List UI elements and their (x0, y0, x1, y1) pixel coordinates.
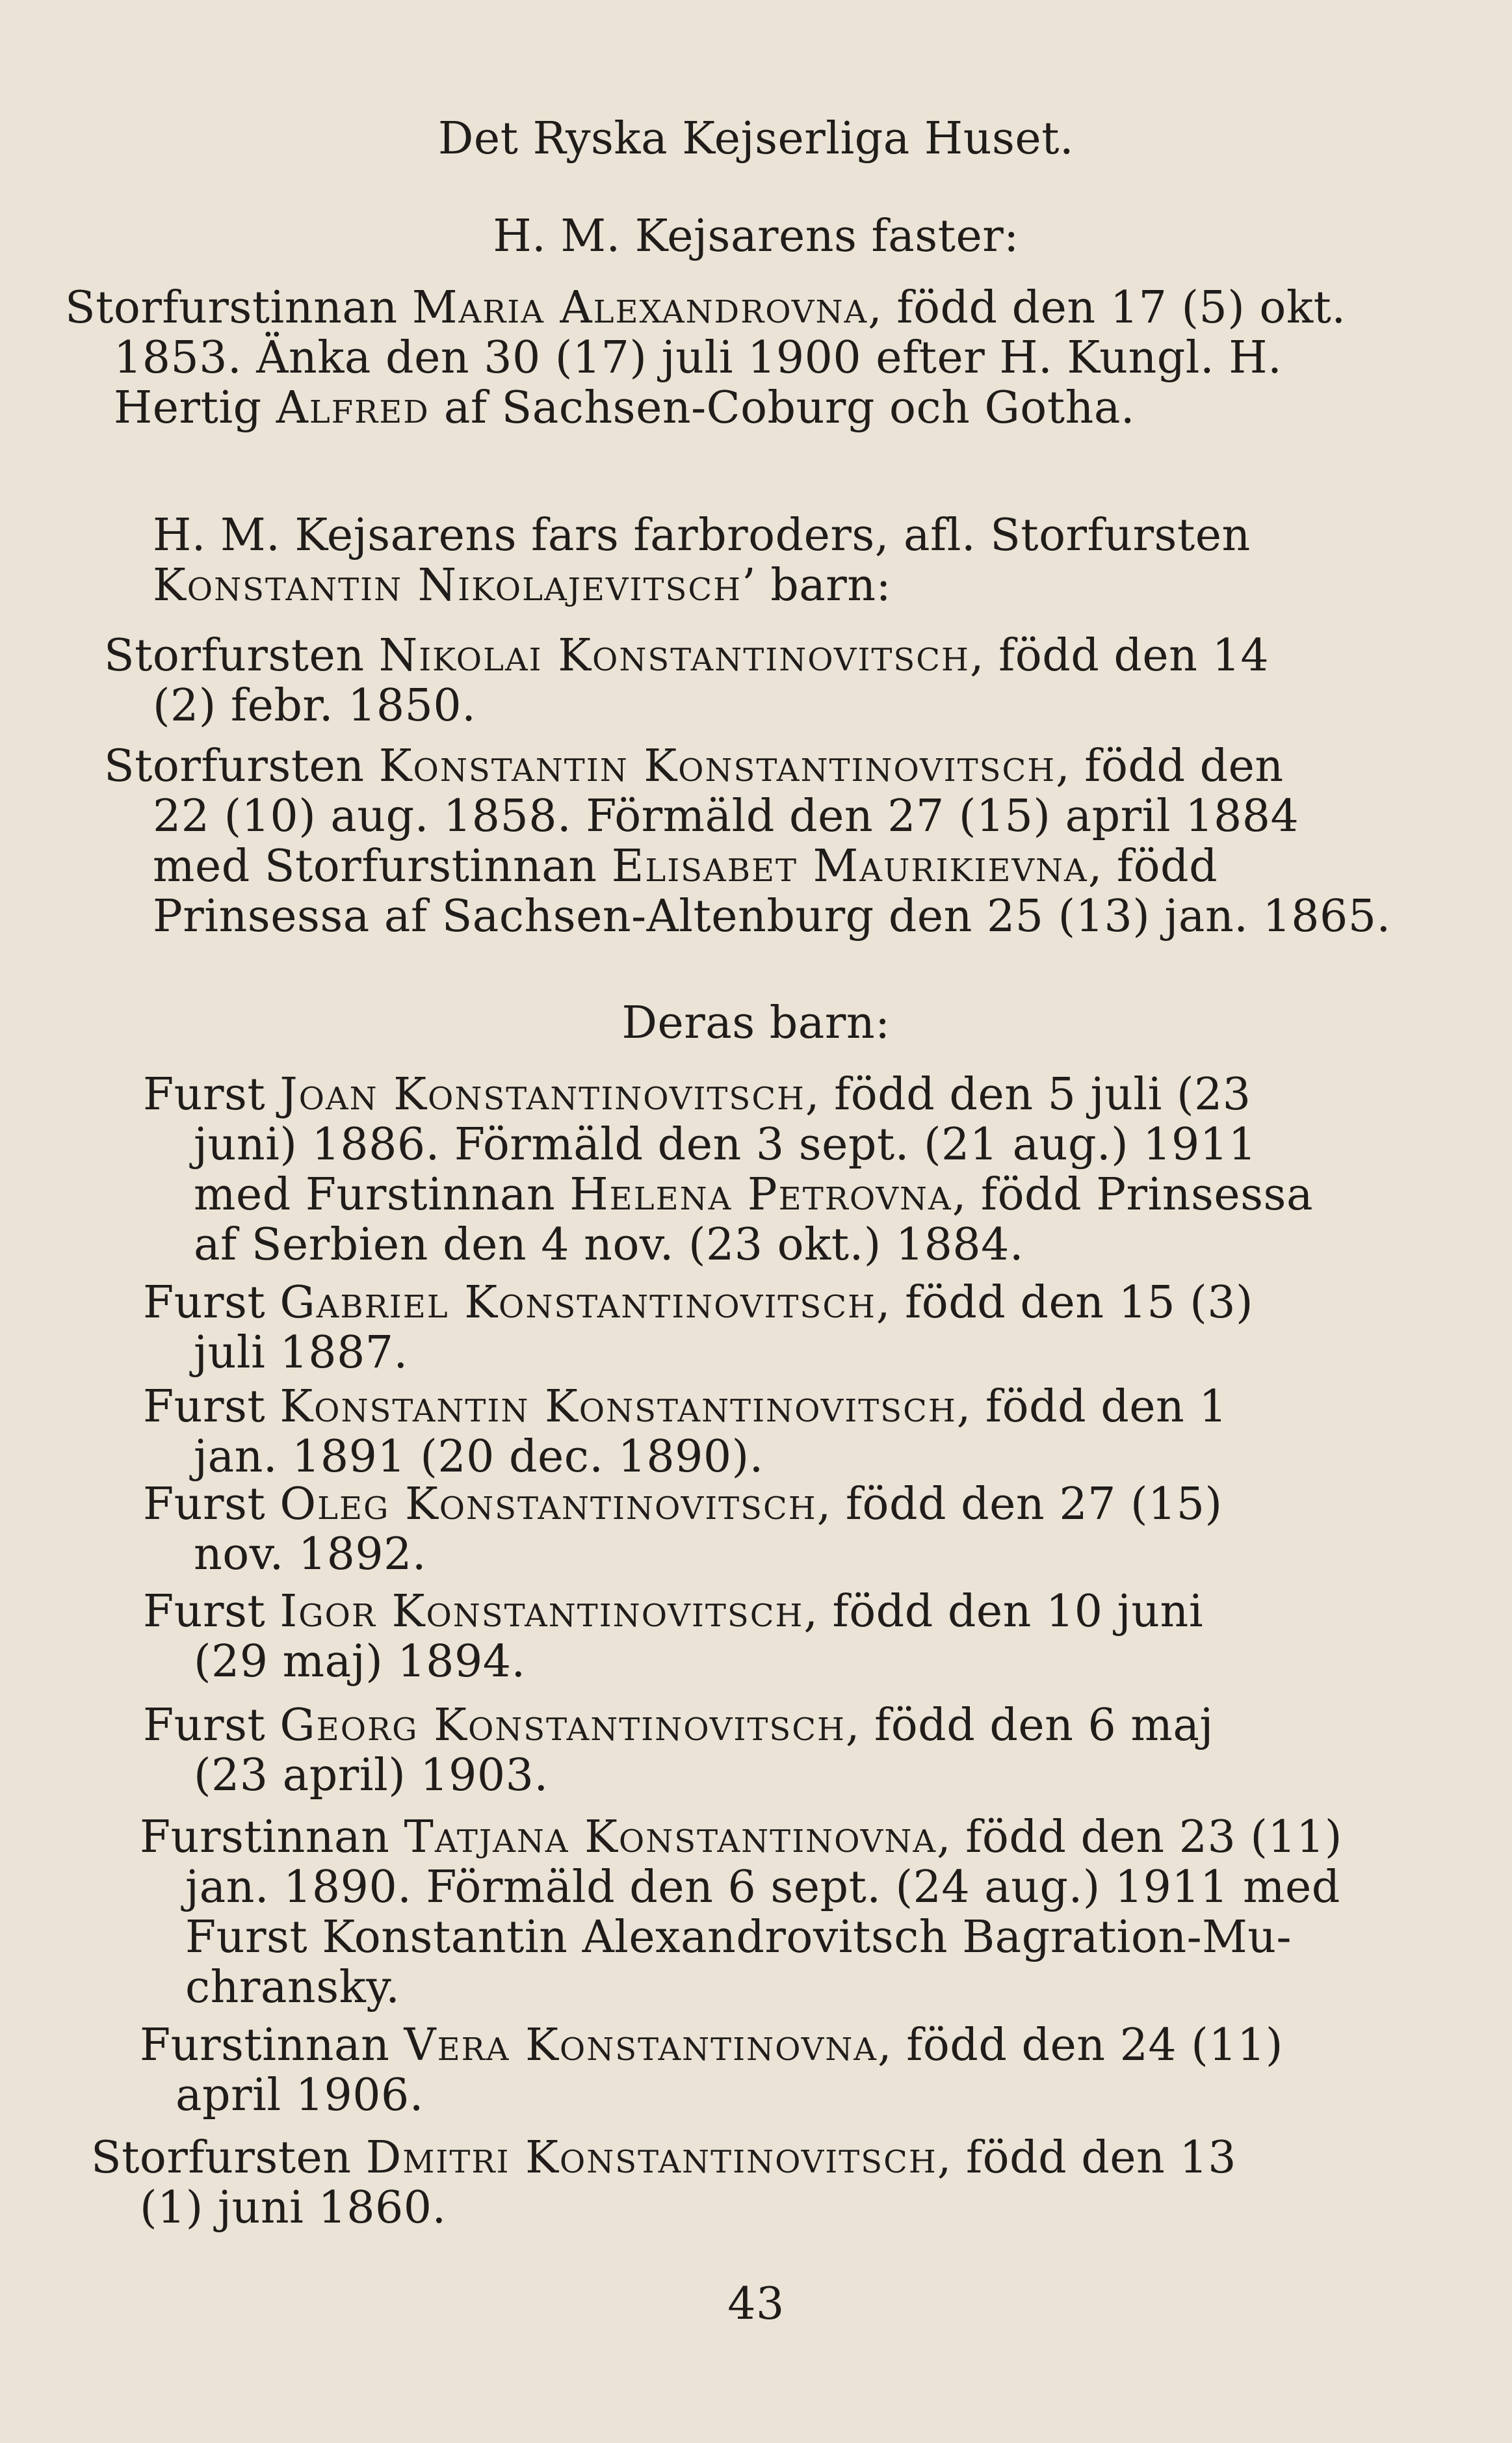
konstantin-jr-line-1: Furst Konstantin Konstantinovitsch, född den 1 (143, 1381, 1228, 1433)
konstantin-line-3: med Storfurstinnan Elisabet Maurikievna, född (153, 841, 1218, 892)
page-number: 43 (727, 2278, 785, 2330)
joan-line-4: af Serbien den 4 nov. (23 okt.) 1884. (194, 1219, 1024, 1271)
deras-heading: Deras barn: (621, 997, 891, 1049)
konstantin-line-4: Prinsessa af Sachsen-Altenburg den 25 (13) jan. 1865. (153, 891, 1391, 942)
oleg-line-2: nov. 1892. (194, 1529, 426, 1580)
konstantin-line-1: Storfursten Konstantin Konstantinovitsch, född den (104, 741, 1284, 792)
igor-line-1: Furst Igor Konstantinovitsch, född den 10 juni (143, 1586, 1204, 1637)
dmitri-line-2: (1) juni 1860. (140, 2182, 447, 2234)
joan-line-1: Furst Joan Konstantinovitsch, född den 5 juli (23 (143, 1069, 1251, 1120)
igor-line-2: (29 maj) 1894. (194, 1636, 526, 1687)
house-title: Det Ryska Kejserliga Huset. (437, 113, 1075, 165)
faster-heading: H. M. Kejsarens faster: (493, 211, 1019, 262)
tatjana-line-1: Furstinnan Tatjana Konstantinovna, född den 23 (11) (140, 1812, 1342, 1863)
vera-line-2: april 1906. (176, 2070, 424, 2121)
georg-line-1: Furst Georg Konstantinovitsch, född den 6 maj (143, 1700, 1214, 1751)
fars-heading-line-1: H. M. Kejsarens fars farbroders, afl. Storfursten (153, 510, 1251, 561)
tatjana-line-3: Furst Konstantin Alexandrovitsch Bagration-Mu- (185, 1912, 1292, 1963)
gabriel-line-1: Furst Gabriel Konstantinovitsch, född den 15 (3) (143, 1277, 1254, 1328)
konstantin-jr-line-2: jan. 1891 (20 dec. 1890). (194, 1431, 764, 1483)
nikolai-line-1: Storfursten Nikolai Konstantinovitsch, född den 14 (104, 630, 1270, 681)
georg-line-2: (23 april) 1903. (194, 1750, 549, 1801)
maria-line-3: Hertig Alfred af Sachsen-Coburg och Gotha. (114, 382, 1136, 434)
gabriel-line-2: juli 1887. (194, 1327, 408, 1379)
joan-line-3: med Furstinnan Helena Petrovna, född Prinsessa (194, 1169, 1313, 1221)
fars-heading-line-2: Konstantin Nikolajevitsch’ barn: (153, 560, 892, 611)
maria-line-1: Storfurstinnan Maria Alexandrovna, född den 17 (5) okt. (65, 282, 1346, 334)
oleg-line-1: Furst Oleg Konstantinovitsch, född den 27 (15) (143, 1479, 1223, 1530)
joan-line-2: juni) 1886. Förmäld den 3 sept. (21 aug.) 1911 (194, 1119, 1257, 1170)
dmitri-line-1: Storfursten Dmitri Konstantinovitsch, född den 13 (91, 2132, 1236, 2184)
vera-line-1: Furstinnan Vera Konstantinovna, född den 24 (11) (140, 2020, 1283, 2071)
konstantin-line-2: 22 (10) aug. 1858. Förmäld den 27 (15) april 1884 (153, 791, 1299, 842)
maria-line-2: 1853. Änka den 30 (17) juli 1900 efter H. Kungl. H. (114, 332, 1283, 384)
nikolai-line-2: (2) febr. 1850. (153, 680, 476, 732)
tatjana-line-2: jan. 1890. Förmäld den 6 sept. (24 aug.) 1911 med (185, 1862, 1340, 1913)
tatjana-line-4: chransky. (185, 1962, 400, 2013)
